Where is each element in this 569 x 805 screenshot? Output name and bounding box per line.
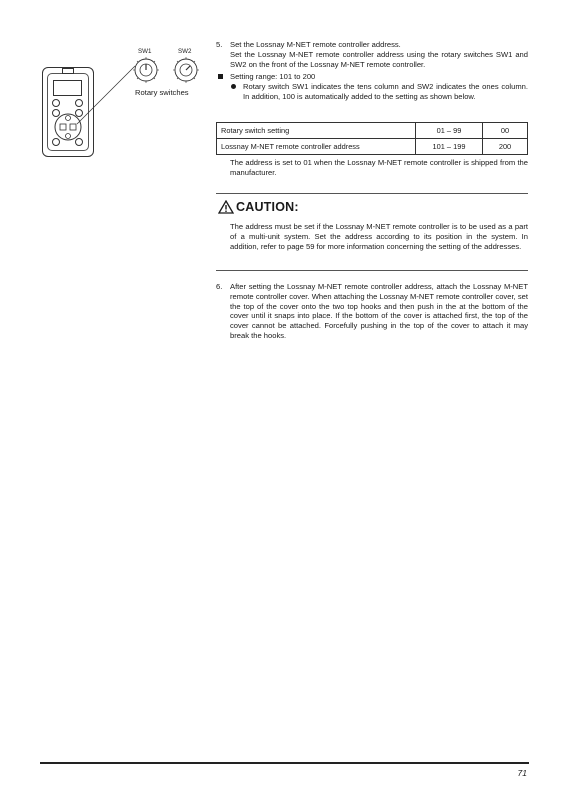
step6-body: After setting the Lossnay M-NET remote controller address, attach the Lossnay M-NET remote controller cover. When attaching the Lossnay M-NET remote controller cover, set the top of the cover onto the two top hooks and then push in the at the bottom of the cover until it snaps into place. If the bottom of the cover is attached first, the top of the cover cannot be attached. Forcefully pushing in the top of the cover to attach it may break the hooks. <box>230 282 528 340</box>
warning-triangle-icon <box>218 200 234 214</box>
step5-body: Set the Lossnay M-NET remote controller address using the rotary switches SW1 and SW2 on the front of the Lossnay M-NET remote controller. <box>230 50 528 69</box>
sw2-label: SW2 <box>178 48 192 55</box>
setting-range: Setting range: 101 to 200 <box>230 72 316 81</box>
caution-title: CAUTION: <box>236 200 299 214</box>
table-row <box>217 139 528 155</box>
remote-button <box>52 99 60 107</box>
table-cell: 200 <box>483 139 528 155</box>
shipped-note: The address is set to 01 when the Lossnay M-NET remote controller is shipped from the manufacturer. <box>230 158 528 177</box>
caution-top-divider <box>216 193 528 194</box>
table-row <box>217 123 528 139</box>
sw1-label: SW1 <box>138 48 152 55</box>
table-cell: 01 – 99 <box>416 123 483 139</box>
round-bullet-icon <box>231 84 236 89</box>
table-cell: 00 <box>483 123 528 139</box>
rotary-switch-sw2-icon[interactable] <box>172 56 200 84</box>
rotary-switch-sw1-icon[interactable] <box>132 56 160 84</box>
address-settings-table <box>216 122 528 155</box>
table-cell: Lossnay M-NET remote controller address <box>217 139 416 155</box>
step5-heading: Set the Lossnay M-NET remote controller address. <box>230 40 401 49</box>
step6-number: 6. <box>216 282 223 291</box>
page-number: 71 <box>517 768 527 778</box>
rotary-bullet-text: Rotary switch SW1 indicates the tens column and SW2 indicates the ones column. In addition, 100 is automatically added to the setting as shown below. <box>243 82 528 101</box>
square-bullet-icon <box>218 74 223 79</box>
footer-divider <box>40 762 529 764</box>
step5-number: 5. <box>216 40 223 49</box>
table-cell: 101 – 199 <box>416 139 483 155</box>
remote-controller-top-tab <box>62 68 74 74</box>
table-cell: Rotary switch setting <box>217 123 416 139</box>
caution-bottom-divider <box>216 270 528 271</box>
figure-caption: Rotary switches <box>135 88 189 97</box>
caution-body: The address must be set if the Lossnay M-NET remote controller is to be used as a part of a multi-unit system. Set the address according to its position in the system. In addition, refer to page 59 for more information concerning the setting of the addresses. <box>230 222 528 251</box>
